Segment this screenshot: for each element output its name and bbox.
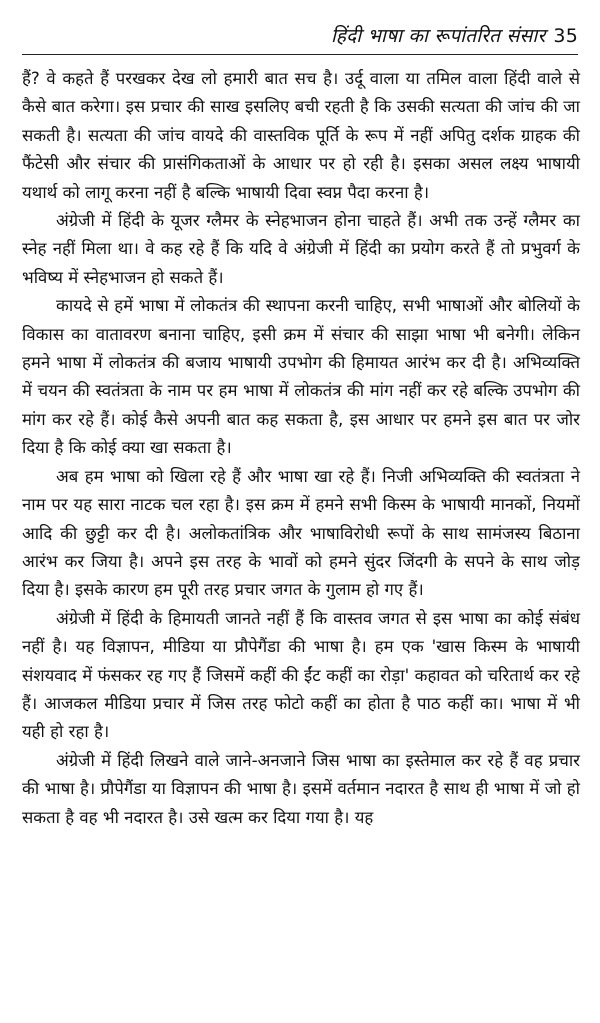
paragraph-6: अंग्रेजी में हिंदी लिखने वाले जाने-अनजाने जिस भाषा का इस्तेमाल कर रहे हैं वह प्रचार की भाषा है। प्रौपेगैंडा या विज्ञापन की भाषा है। इसमें वर्तमान नदारत है साथ ही भाषा में जो हो सकता है वह भी नदारत है। उसे खत्म कर दिया गया है। यह: [22, 749, 580, 827]
paragraph-3: कायदे से हमें भाषा में लोकतंत्र की स्थापना करनी चाहिए, सभी भाषाओं और बोलियों के विकास का वातावरण बनाना चाहिए, इसी क्रम में संचार की साझा भाषा भी बनेगी। लेकिन हमने भाषा में लोकतंत्र की बजाय भाषायी उपभोग की हिमायत आरंभ कर दी है। अभिव्यक्ति में चयन की स्वतंत्रता के नाम पर हम भाषा में लोकतंत्र की मांग नहीं कर रहे बल्कि उपभोग की मांग कर रहे हैं। कोई कैसे अपनी बात कह सकता है, इस आधार पर हमने इस बात पर जोर दिया है कि कोई क्या खा सकता है।: [22, 295, 580, 458]
running-header: [22, 22, 578, 48]
paragraph-2: अंग्रेजी में हिंदी के यूजर ग्लैमर के स्नेहभाजन होना चाहते हैं। अभी तक उन्हें ग्लैमर का स्नेह नहीं मिला था। वे कह रहे हैं कि यदि वे अंग्रेजी में हिंदी का प्रयोग करते हैं तो प्रभुवर्ग के भविष्य में स्नेहभाजन हो सकते हैं।: [22, 210, 580, 287]
header-rule: [22, 54, 578, 55]
paragraph-5: अंग्रेजी में हिंदी के हिमायती जानते नहीं हैं कि वास्तव जगत से इस भाषा का कोई संबंध नहीं है। यह विज्ञापन, मीडिया या प्रौपेगैंडा की भाषा है। हम एक 'खास किस्म के भाषायी संशयवाद में फंसकर रह गए हैं जिसमें कहीं की ईंट कहीं का रोड़ा' कहावत को चरितार्थ कर रहे हैं। आजकल मीडिया प्रचार में जिस तरह फोटो कहीं का होता है पाठ कहीं का। भाषा में भी यही हो रहा है।: [22, 607, 580, 742]
page-number: 35: [553, 25, 578, 47]
body-text: [22, 64, 580, 831]
paragraph-4: अब हम भाषा को खिला रहे हैं और भाषा खा रहे हैं। निजी अभिव्यक्ति की स्वतंत्रता ने नाम पर यह सारा नाटक चल रहा है। इस क्रम में हमने सभी किस्म के भाषायी मानकों, नियमों आदि की छुट्टी कर दी है। अलोकतांत्रिक और भाषाविरोधी रूपों के साथ सामंजस्य बिठाना आरंभ कर जिया है। अपने इस तरह के भावों को हमने सुंदर जिंदगी के सपने के साथ जोड़ दिया है। इसके कारण हम पूरी तरह प्रचार जगत के गुलाम हो गए हैं।: [22, 465, 580, 600]
running-title: हिंदी भाषा का रूपांतरित संसार: [330, 25, 546, 47]
paragraph-1: हैं? वे कहते हैं परखकर देख लो हमारी बात सच है। उर्दू वाला या तमिल वाला हिंदी वाले से कैसे बात करेगा। इस प्रचार की साख इसलिए बची रहती है कि उसकी सत्यता की जांच की जा सकती है। सत्यता की जांच वायदे की वास्तविक पूर्ति के रूप में नहीं अपितु दर्शक ग्राहक की फैंटेसी और संचार की प्रासंगिकताओं के आधार पर हो रही है। इसका असल लक्ष्य भाषायी यथार्थ को लागू करना नहीं है बल्कि भाषायी दिवा स्वप्न पैदा करना है।: [22, 68, 580, 202]
